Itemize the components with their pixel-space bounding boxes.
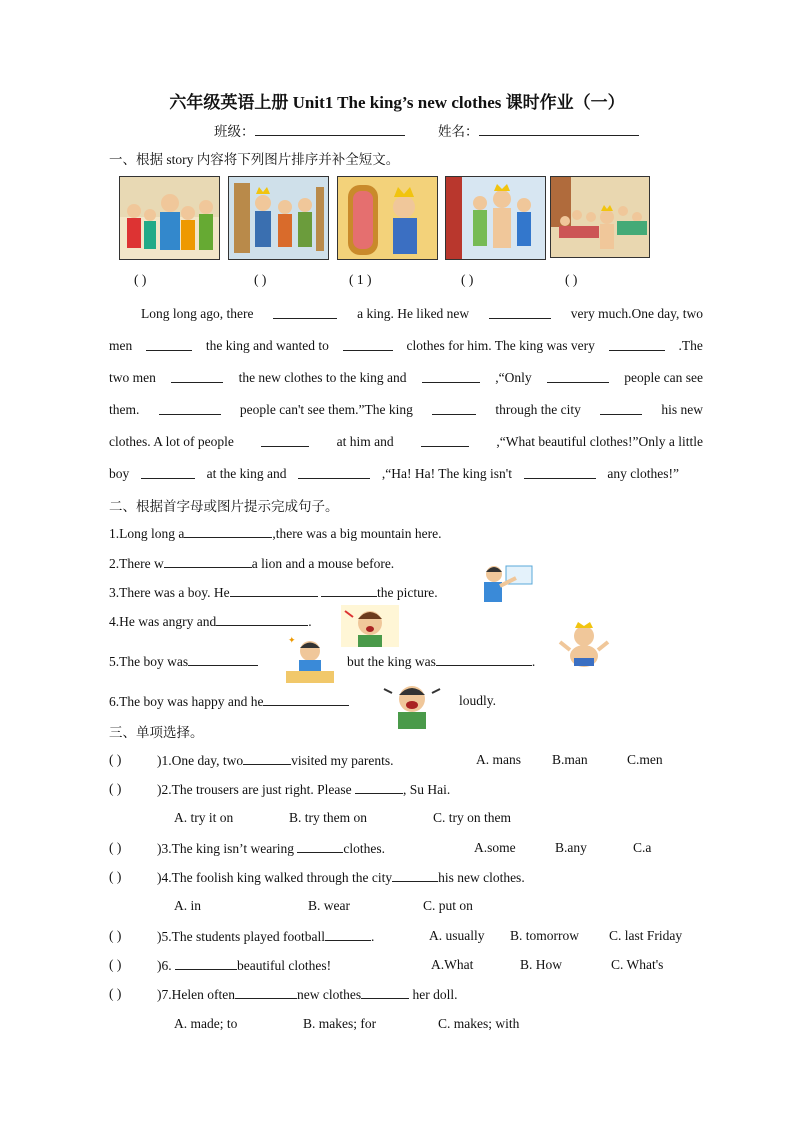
section2-item-6: 6.The boy was happy and he: [109, 693, 349, 710]
question-5: )5.The students played football .: [157, 929, 375, 944]
option-a[interactable]: A. in: [174, 898, 201, 913]
story-picture-1: [119, 176, 220, 260]
option-a[interactable]: A.What: [431, 957, 474, 972]
option-b[interactable]: B. wear: [308, 898, 350, 913]
section1-heading: 一、根据 story 内容将下列图片排序并补全短文。: [109, 152, 400, 167]
passage-blank[interactable]: [600, 402, 642, 415]
story-picture-4: [445, 176, 546, 260]
option-c[interactable]: C. makes; with: [438, 1016, 520, 1031]
passage-blank[interactable]: [298, 466, 370, 479]
answer-blank[interactable]: [216, 613, 308, 626]
question-paren[interactable]: ( ): [109, 752, 122, 767]
option-b[interactable]: B.any: [555, 840, 587, 855]
answer-blank[interactable]: [175, 957, 237, 970]
option-c[interactable]: C. What's: [611, 957, 664, 972]
passage-blank[interactable]: [159, 402, 221, 415]
passage-line-1: Long long ago, there a king. He liked new very much.One day, two: [141, 306, 703, 321]
story-picture-3: [337, 176, 438, 260]
option-a[interactable]: A. mans: [476, 752, 521, 767]
passage-blank[interactable]: [421, 434, 469, 447]
option-b[interactable]: B. makes; for: [303, 1016, 377, 1031]
answer-blank[interactable]: [243, 752, 291, 765]
answer-blank[interactable]: [297, 840, 343, 853]
section2-item-5-mid: but the king was .: [347, 654, 536, 669]
answer-blank[interactable]: [392, 869, 438, 882]
answer-blank[interactable]: [184, 525, 272, 538]
option-a[interactable]: A. usually: [429, 928, 485, 943]
section2-item-2: 2.There w a lion and a mouse before.: [109, 556, 395, 571]
answer-blank[interactable]: [263, 693, 349, 706]
section2-item-5: 5.The boy was: [109, 653, 258, 670]
passage-blank[interactable]: [261, 434, 309, 447]
question-7: )7.Helen often new clothes her doll.: [157, 987, 458, 1002]
name-blank[interactable]: [479, 123, 639, 136]
passage-blank[interactable]: [524, 466, 596, 479]
picture-order-5[interactable]: ( ): [565, 272, 578, 287]
passage-blank[interactable]: [141, 466, 195, 479]
passage-blank[interactable]: [171, 370, 223, 383]
question-3: )3.The king isn’t wearing clothes.: [157, 841, 385, 856]
section2-item-3: 3.There was a boy. He the picture.: [109, 585, 438, 600]
name-label: 姓名：: [438, 124, 479, 139]
option-b[interactable]: B. How: [520, 957, 563, 972]
section2-heading: 二、根据首字母或图片提示完成句子。: [109, 499, 339, 514]
passage-blank[interactable]: [489, 306, 551, 319]
question-1: )1.One day, two visited my parents.: [157, 753, 394, 768]
option-b[interactable]: B. try them on: [289, 810, 367, 825]
passage-line-3: two men the new clothes to the king and ,“Only people can see: [109, 370, 703, 385]
page-title: 六年级英语上册 Unit1 The king’s new clothes 课时作业（一）: [169, 93, 625, 112]
option-a[interactable]: A.some: [474, 840, 516, 855]
picture-order-2[interactable]: ( ): [254, 272, 267, 287]
question-paren[interactable]: ( ): [109, 957, 122, 972]
question-paren[interactable]: ( ): [109, 781, 122, 796]
answer-blank[interactable]: [355, 781, 403, 794]
option-c[interactable]: C.a: [633, 840, 652, 855]
passage-blank[interactable]: [432, 402, 476, 415]
question-4: )4.The foolish king walked through the city his new clothes.: [157, 870, 525, 885]
option-a[interactable]: A. made; to: [174, 1016, 238, 1031]
passage-blank[interactable]: [422, 370, 480, 383]
section2-item-1: 1.Long long a ,there was a big mountain here.: [109, 526, 442, 541]
answer-blank[interactable]: [321, 584, 377, 597]
answer-blank[interactable]: [325, 928, 371, 941]
class-label: 班级：: [214, 124, 255, 139]
answer-blank[interactable]: [188, 653, 258, 666]
svg-text:✦: ✦: [288, 635, 296, 645]
question-paren[interactable]: ( ): [109, 986, 122, 1001]
name-field[interactable]: [438, 120, 639, 140]
story-picture-5: [550, 176, 650, 258]
laughing-boy-picture: [378, 679, 446, 729]
question-6: )6. beautiful clothes!: [157, 958, 332, 973]
question-2: )2.The trousers are just right. Please , Su Hai.: [157, 782, 451, 797]
answer-blank[interactable]: [361, 986, 409, 999]
answer-blank[interactable]: [164, 555, 252, 568]
picture-order-3[interactable]: ( 1 ): [349, 272, 372, 287]
section3-heading: 三、单项选择。: [109, 725, 204, 740]
boy-drawing-picture: [476, 560, 534, 604]
class-field[interactable]: [214, 120, 405, 140]
answer-blank[interactable]: [230, 584, 318, 597]
option-b[interactable]: B. tomorrow: [510, 928, 579, 943]
option-b[interactable]: B.man: [552, 752, 588, 767]
passage-line-5: clothes. A lot of people at him and ,“What beautiful clothes!”Only a little: [109, 434, 703, 449]
option-c[interactable]: C. try on them: [433, 810, 511, 825]
passage-blank[interactable]: [609, 338, 665, 351]
question-paren[interactable]: ( ): [109, 840, 122, 855]
answer-blank[interactable]: [235, 986, 297, 999]
option-c[interactable]: C. last Friday: [609, 928, 683, 943]
section2-item-6-post: loudly.: [459, 693, 496, 708]
answer-blank[interactable]: [436, 653, 532, 666]
option-c[interactable]: C. put on: [423, 898, 473, 913]
class-blank[interactable]: [255, 123, 405, 136]
question-paren[interactable]: ( ): [109, 928, 122, 943]
happy-king-picture: [556, 620, 612, 670]
picture-order-1[interactable]: ( ): [134, 272, 147, 287]
passage-blank[interactable]: [343, 338, 393, 351]
passage-line-2: men the king and wanted to clothes for him. The king was very .The: [109, 338, 703, 353]
passage-blank[interactable]: [146, 338, 192, 351]
option-a[interactable]: A. try it on: [174, 810, 234, 825]
question-paren[interactable]: ( ): [109, 869, 122, 884]
passage-blank[interactable]: [547, 370, 609, 383]
option-c[interactable]: C.men: [627, 752, 663, 767]
passage-blank[interactable]: [273, 306, 337, 319]
story-picture-2: [228, 176, 329, 260]
boy-at-desk-picture: [282, 633, 338, 685]
passage-line-6: boy at the king and ,“Ha! Ha! The king isn't any clothes!”: [109, 466, 679, 481]
angry-boy-picture: [341, 605, 399, 647]
section2-item-4: 4.He was angry and .: [109, 614, 312, 629]
passage-line-4: them. people can't see them.”The king through the city his new: [109, 402, 703, 417]
picture-order-4[interactable]: ( ): [461, 272, 474, 287]
